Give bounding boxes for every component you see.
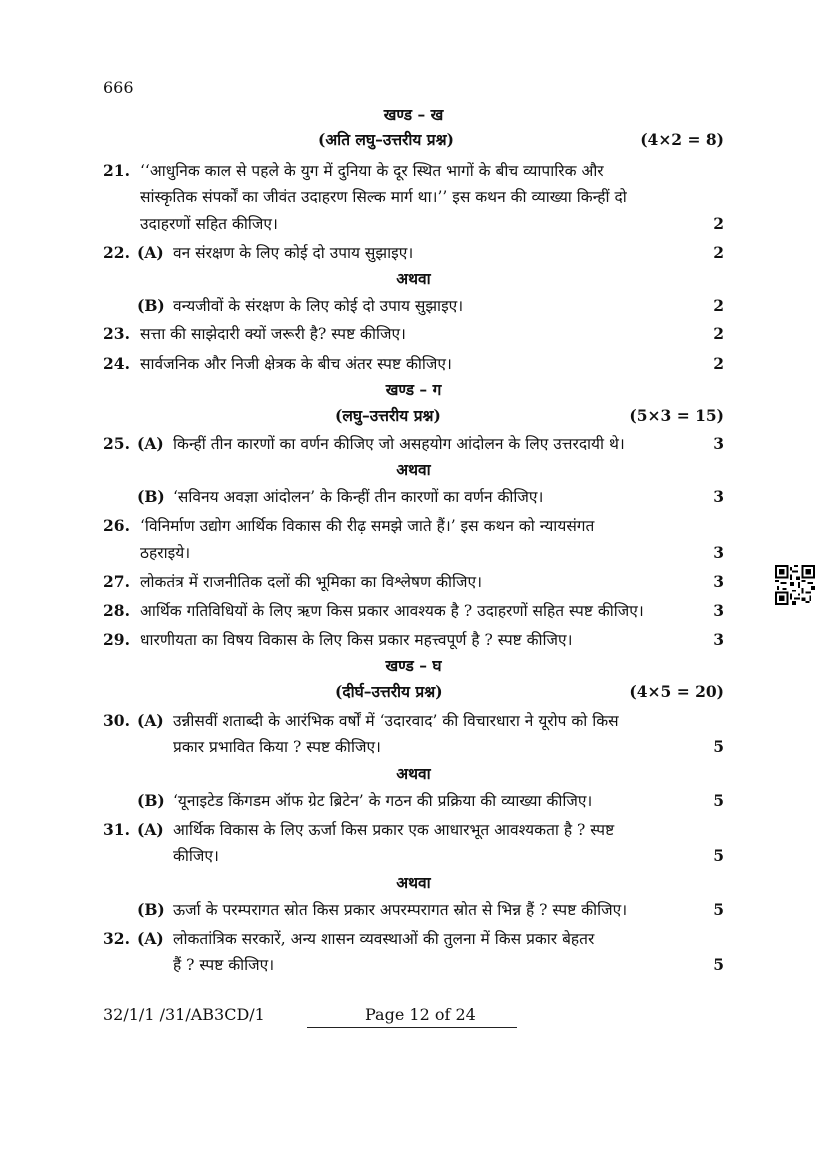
question-text: ठहराइये। — [140, 544, 191, 562]
question-marks: 5 — [713, 955, 724, 974]
question-number: 26. — [103, 516, 130, 535]
option-label: (A) — [137, 820, 164, 839]
option-text: आर्थिक विकास के लिए ऊर्जा किस प्रकार एक आधारभूत आवश्यकता है ? स्पष्ट — [173, 821, 615, 839]
question-number: 28. — [103, 601, 130, 620]
section-title-b: खण्ड – ख — [383, 105, 444, 124]
question-23 — [0, 320, 827, 348]
section-marks-b: (4×2 = 8) — [640, 130, 724, 149]
option-label: (A) — [137, 929, 164, 948]
or-separator: अथवा — [396, 269, 431, 288]
question-number: 24. — [103, 354, 130, 373]
question-marks: 2 — [713, 324, 724, 343]
question-marks: 5 — [713, 846, 724, 865]
section-title-c: खण्ड – ग — [385, 380, 442, 399]
option-label: (A) — [137, 434, 164, 453]
question-number: 31. — [103, 820, 130, 839]
question-marks: 3 — [713, 572, 724, 591]
page-number: 666 — [103, 78, 134, 97]
option-label: (A) — [137, 243, 164, 262]
section-marks-d: (4×5 = 20) — [629, 682, 724, 701]
question-marks: 3 — [713, 434, 724, 453]
question-number: 32. — [103, 929, 130, 948]
question-29 — [0, 626, 827, 654]
section-subheader-b — [0, 126, 827, 154]
option-text: कीजिए। — [173, 847, 219, 865]
or-separator: अथवा — [396, 873, 431, 892]
option-text: हैं ? स्पष्ट कीजिए। — [173, 956, 275, 974]
question-text: धारणीयता का विषय विकास के लिए किस प्रकार महत्त्वपूर्ण है ? स्पष्ट कीजिए। — [140, 631, 573, 649]
question-text: सत्ता की साझेदारी क्यों जरूरी है? स्पष्ट कीजिए। — [140, 325, 406, 343]
question-text: आर्थिक गतिविधियों के लिए ऋण किस प्रकार आवश्यक है ? उदाहरणों सहित स्पष्ट कीजिए। — [140, 602, 644, 620]
option-label: (B) — [137, 296, 165, 315]
or-separator: अथवा — [396, 764, 431, 783]
question-24 — [0, 350, 827, 378]
qr-code-icon — [775, 565, 815, 605]
question-number: 27. — [103, 572, 130, 591]
option-text: लोकतांत्रिक सरकारें, अन्य शासन व्यवस्थाओं की तुलना में किस प्रकार बेहतर — [173, 930, 595, 948]
option-text: वन्यजीवों के संरक्षण के लिए कोई दो उपाय सुझाइए। — [173, 297, 464, 315]
section-title-d: खण्ड – घ — [385, 656, 442, 675]
section-subtitle-b: (अति लघु–उत्तरीय प्रश्न) — [318, 130, 454, 149]
question-text: ‘‘आधुनिक काल से पहले के युग में दुनिया के दूर स्थित भागों के बीच व्यापारिक और — [140, 162, 604, 180]
question-number: 22. — [103, 243, 130, 262]
question-text: सांस्कृतिक संपर्कों का जीवंत उदाहरण सिल्क मार्ग था।’’ इस कथन की व्याख्या किन्हीं दो — [140, 188, 627, 206]
question-number: 30. — [103, 711, 130, 730]
or-separator: अथवा — [396, 460, 431, 479]
option-label: (A) — [137, 711, 164, 730]
question-marks: 3 — [713, 543, 724, 562]
question-number: 21. — [103, 161, 130, 180]
paper-code: 32/1/1 /31/AB3CD/1 — [103, 1005, 265, 1024]
section-subheader-d — [0, 678, 827, 706]
question-marks: 2 — [713, 296, 724, 315]
question-text: ‘विनिर्माण उद्योग आर्थिक विकास की रीढ़ समझे जाते हैं।’ इस कथन को न्यायसंगत — [140, 517, 595, 535]
question-marks: 3 — [713, 601, 724, 620]
option-text: उन्नीसवीं शताब्दी के आरंभिक वर्षों में ‘उदारवाद’ की विचारधारा ने यूरोप को किस — [173, 712, 619, 730]
question-text: सार्वजनिक और निजी क्षेत्रक के बीच अंतर स्पष्ट कीजिए। — [140, 355, 452, 373]
option-text: ‘यूनाइटेड किंगडम ऑफ ग्रेट ब्रिटेन’ के गठन की प्रक्रिया की व्याख्या कीजिए। — [173, 792, 593, 810]
option-label: (B) — [137, 487, 165, 506]
question-number: 25. — [103, 434, 130, 453]
section-subtitle-d: (दीर्घ–उत्तरीय प्रश्न) — [335, 682, 443, 701]
question-text: लोकतंत्र में राजनीतिक दलों की भूमिका का विश्लेषण कीजिए। — [140, 573, 482, 591]
option-text: ‘सविनय अवज्ञा आंदोलन’ के किन्हीं तीन कारणों का वर्णन कीजिए। — [173, 488, 544, 506]
option-label: (B) — [137, 900, 165, 919]
question-marks: 3 — [713, 487, 724, 506]
question-27 — [0, 568, 827, 596]
question-number: 29. — [103, 630, 130, 649]
section-subheader-c — [0, 402, 827, 430]
question-marks: 2 — [713, 354, 724, 373]
option-text: किन्हीं तीन कारणों का वर्णन कीजिए जो असहयोग आंदोलन के लिए उत्तरदायी थे। — [173, 435, 625, 453]
option-label: (B) — [137, 791, 165, 810]
option-text: वन संरक्षण के लिए कोई दो उपाय सुझाइए। — [173, 244, 414, 262]
option-text: ऊर्जा के परम्परागत स्रोत किस प्रकार अपरम्परागत स्रोत से भिन्न हैं ? स्पष्ट कीजिए। — [173, 901, 628, 919]
question-28 — [0, 597, 827, 625]
question-marks: 3 — [713, 630, 724, 649]
question-marks: 5 — [713, 791, 724, 810]
question-marks: 5 — [713, 737, 724, 756]
question-marks: 2 — [713, 243, 724, 262]
question-text: उदाहरणों सहित कीजिए। — [140, 215, 278, 233]
footer-divider — [307, 1027, 517, 1028]
option-text: प्रकार प्रभावित किया ? स्पष्ट कीजिए। — [173, 738, 381, 756]
section-marks-c: (5×3 = 15) — [629, 406, 724, 425]
question-number: 23. — [103, 324, 130, 343]
question-marks: 5 — [713, 900, 724, 919]
question-marks: 2 — [713, 214, 724, 233]
section-subtitle-c: (लघु–उत्तरीय प्रश्न) — [335, 406, 441, 425]
page-indicator: Page 12 of 24 — [365, 1005, 476, 1024]
